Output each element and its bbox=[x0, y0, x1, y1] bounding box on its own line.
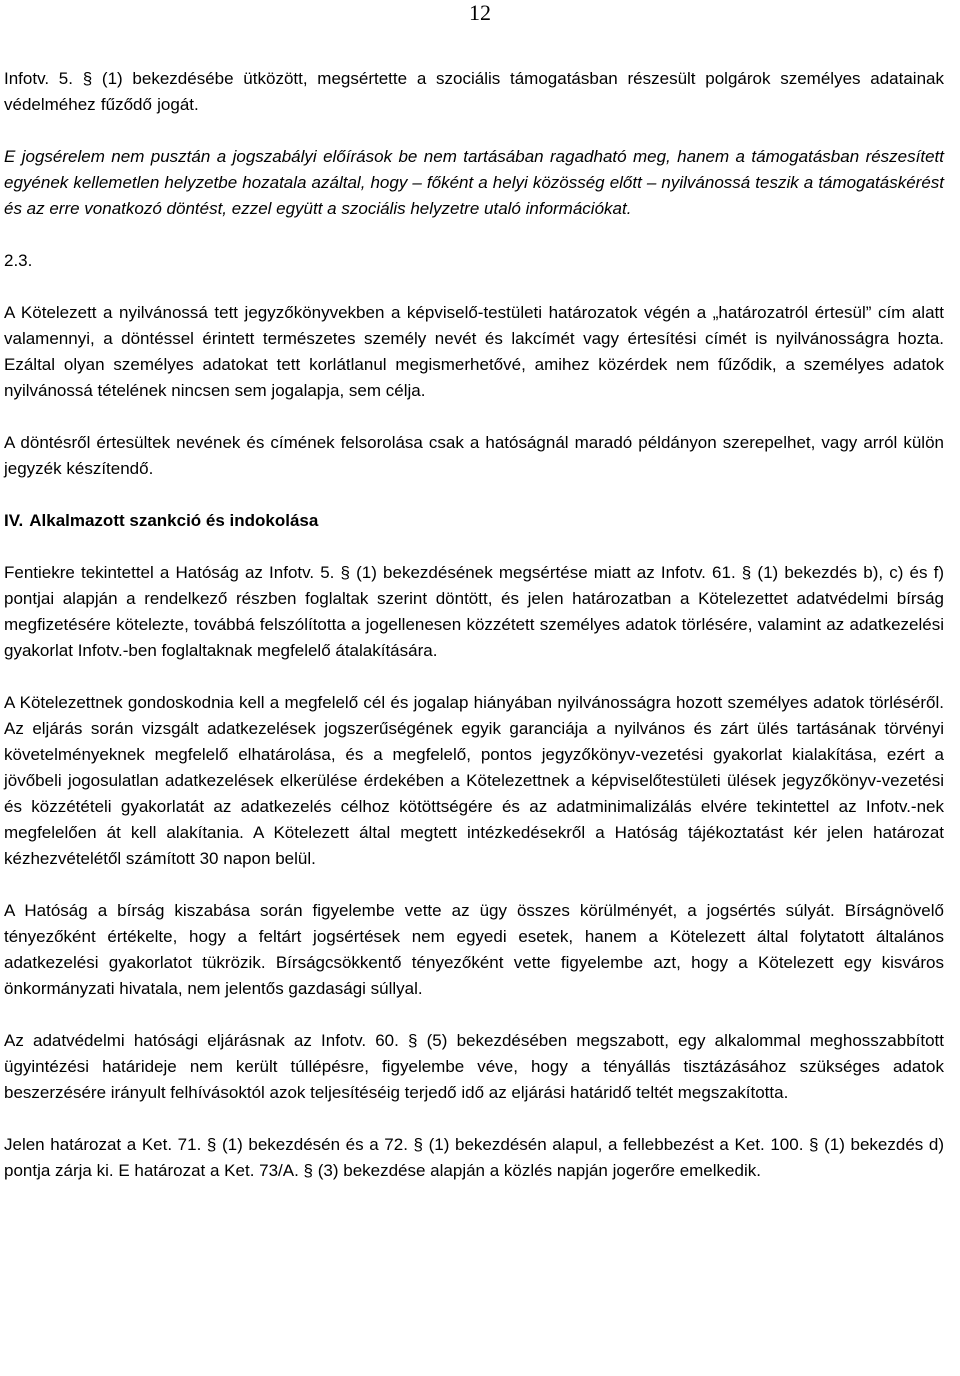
paragraph-infotv-violation: Infotv. 5. § (1) bekezdésébe ütközött, megsértette a szociális támogatásban részesült polgárok személyes adatainak védelméhez fűződő jogát. bbox=[4, 69, 944, 114]
page-number: 12 bbox=[469, 0, 491, 25]
paragraph-rights-harm: E jogsérelem nem pusztán a jogszabályi előírások be nem tartásában ragadható meg, hanem a támogatásban részesített egyének kellemetlen helyzetbe hozatala azáltal, hogy – főként a helyi közösség előtt – nyilvánossá teszik a támogatáskérést és az erre vonatkozó döntést, ezzel együtt a szociális helyzetre utaló információkat. bbox=[4, 147, 944, 218]
section-title-iv bbox=[4, 508, 944, 534]
section-heading-2-3: 2.3. bbox=[4, 251, 33, 270]
document-body bbox=[4, 66, 944, 1184]
paragraph-decision-basis: Fentiekre tekintettel a Hatóság az Infotv. 5. § (1) bekezdésének megsértése miatt az Infotv. 61. § (1) bekezdés b), c) és f) pontjai alapján a rendelkező részben foglaltak szerint döntött, és jelen határozatban a Kötelezettet adatvédelmi bírság megfizetésére kötelezte, továbbá felszólította a jogellenesen közzétett személyes adatok törlésére, valamint az adatkezelési gyakorlat Infotv.-ben foglaltaknak megfelelő átalakítására. bbox=[4, 563, 944, 660]
section-title-text: Alkalmazott szankció és indokolása bbox=[29, 511, 319, 530]
paragraph-procedure-deadline: Az adatvédelmi hatósági eljárásnak az Infotv. 60. § (5) bekezdésében megszabott, egy alkalommal meghosszabbított ügyintézési határideje nem került túllépésre, figyelembe véve, hogy a tényállás tisztázásához szükséges adatok beszerzésére irányult felhívásoktól azok teljesítéséig terjedő idő az eljárási határidő teltét megszakította. bbox=[4, 1031, 944, 1102]
paragraph-published-minutes: A Kötelezett a nyilvánossá tett jegyzőkönyvekben a képviselő-testületi határozatok végén a „határozatról értesül” cím alatt valamennyi, a döntéssel érintett természetes személy nevét és lakcímét vagy értesítési címét is nyilvánosságra hozta. Ezáltal olyan személyes adatokat tett korlátlanul megismerhetővé, amihez közérdek nem fűződik, a személyes adatok nyilvánossá tételének nincsen sem jogalapja, sem célja. bbox=[4, 303, 944, 400]
section-number: IV. bbox=[4, 511, 24, 530]
paragraph-deletion-obligation: A Kötelezettnek gondoskodnia kell a megfelelő cél és jogalap hiányában nyilvánosságra hozott személyes adatok törléséről. Az eljárás során vizsgált adatkezelések jogszerűségének egyik garanciája a nyilvános és zárt ülés tartásának törvényi követelményeknek megfelelő elhatárolása, és a megfelelő, pontos jegyzőkönyv-vezetési gyakorlat kialakítása, ezért a jövőbeli jogosulatlan adatkezelések elkerülése érdekében a Kötelezettnek a képviselőtestületi ülések jegyzőkönyv-vezetési és közzétételi gyakorlatát az adatkezelés célhoz kötöttségére és az adatminimalizálás elvére tekintettel az Infotv.-nek megfelelően át kell alakítania. A Kötelezett által megtett intézkedésekről a Hatóság tájékoztatást kér jelen határozat kézhezvételétől számított 30 napon belül. bbox=[4, 693, 944, 868]
paragraph-fine-factors: A Hatóság a bírság kiszabása során figyelembe vette az ügy összes körülményét, a jogsértés súlyát. Bírságnövelő tényezőként értékelte, hogy a feltárt jogsértések nem egyedi esetek, hanem a Kötelezett által folytatott általános adatkezelési gyakorlatot tükrözik. Bírságcsökkentő tényezőként vette figyelembe azt, hogy a Kötelezett egy kisváros önkormányzati hivatala, nem jelentős gazdasági súllyal. bbox=[4, 901, 944, 998]
paragraph-notification-list: A döntésről értesültek nevének és címének felsorolása csak a hatóságnál maradó példányon szerepelhet, vagy arról külön jegyzék készítendő. bbox=[4, 433, 944, 478]
paragraph-legal-finality: Jelen határozat a Ket. 71. § (1) bekezdésén és a 72. § (1) bekezdésén alapul, a fellebbezést a Ket. 100. § (1) bekezdés d) pontja zárja ki. E határozat a Ket. 73/A. § (3) bekezdése alapján a közlés napján jogerőre emelkedik. bbox=[4, 1135, 944, 1180]
